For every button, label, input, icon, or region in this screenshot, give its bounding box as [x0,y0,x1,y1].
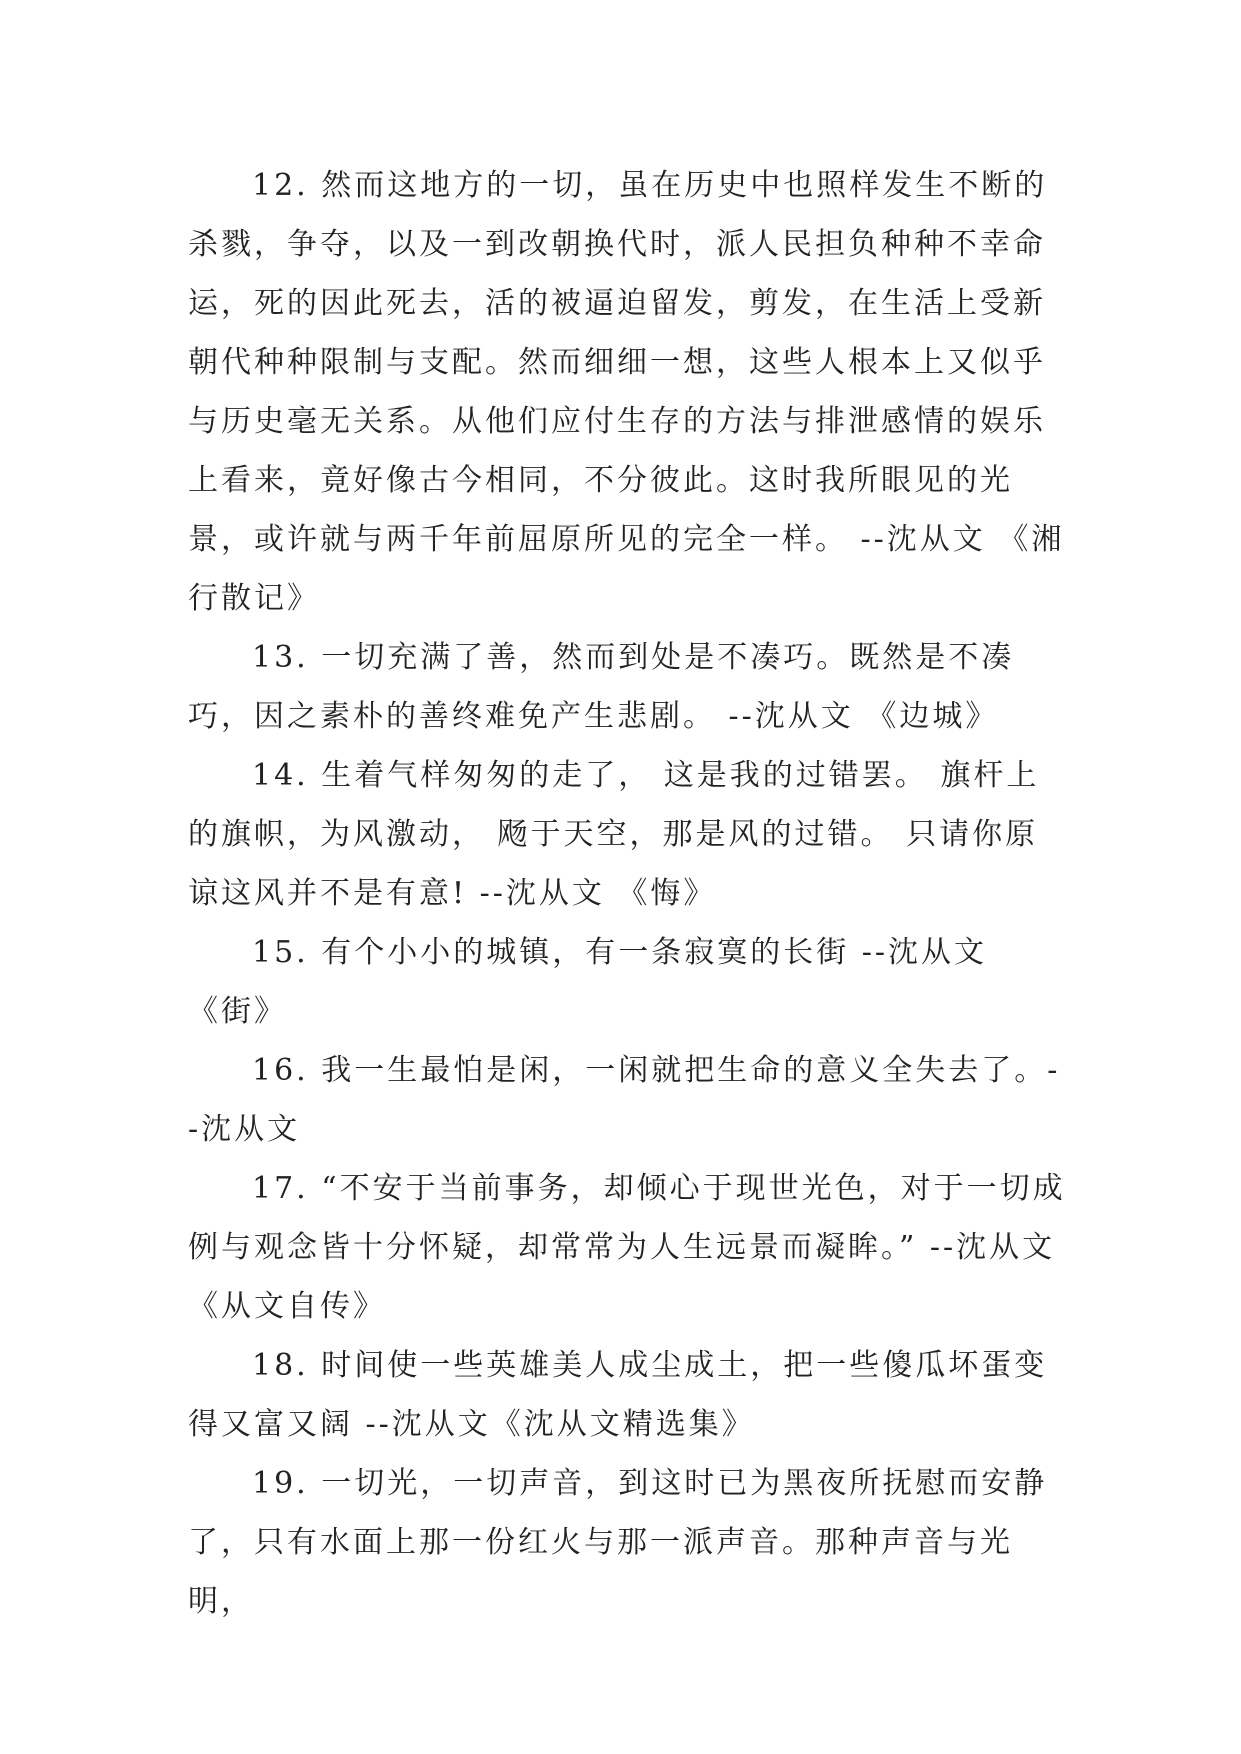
quote-paragraph-18: 18. 时间使一些英雄美人成尘成土，把一些傻瓜坏蛋变得又富又阔 --沈从文《沈从文精选集》 [188,1348,1048,1442]
quote-paragraph-15: 15. 有个小小的城镇，有一条寂寞的长街 --沈从文《街》 [188,935,988,1029]
quote-paragraph-16: 16. 我一生最怕是闲，一闲就把生命的意义全失去了。--沈从文 [188,1053,1061,1147]
quote-paragraph-13: 13. 一切充满了善，然而到处是不凑巧。既然是不凑巧，因之素朴的善终难免产生悲剧。 --沈从文 《边城》 [188,640,1015,734]
document-page [188,156,1068,1631]
quote-paragraph-14: 14. 生着气样匆匆的走了， 这是我的过错罢。 旗杆上的旗帜，为风激动， 飏于天空，那是风的过错。 只请你原谅这风并不是有意! --沈从文 《悔》 [188,758,1040,911]
quote-paragraph-19: 19. 一切光，一切声音，到这时已为黑夜所抚慰而安静了，只有水面上那一份红火与那一派声音。那种声音与光明， [188,1466,1048,1619]
quote-paragraph-12: 12. 然而这地方的一切，虽在历史中也照样发生不断的杀戮，争夺，以及一到改朝换代时，派人民担负种种不幸命运，死的因此死去，活的被逼迫留发，剪发，在生活上受新朝代种种限制与支配。然而细细一想，这些人根本上又似乎与历史毫无关系。从他们应付生存的方法与排泄感情的娱乐上看来，竟好像古今相同，不分彼此。这时我所眼见的光景，或许就与两千年前屈原所见的完全一样。 --沈从文 《湘行散记》 [188,168,1065,616]
quote-paragraph-17: 17. “不安于当前事务，却倾心于现世光色，对于一切成例与观念皆十分怀疑，却常常为人生远景而凝眸。” --沈从文 《从文自传》 [188,1171,1066,1324]
